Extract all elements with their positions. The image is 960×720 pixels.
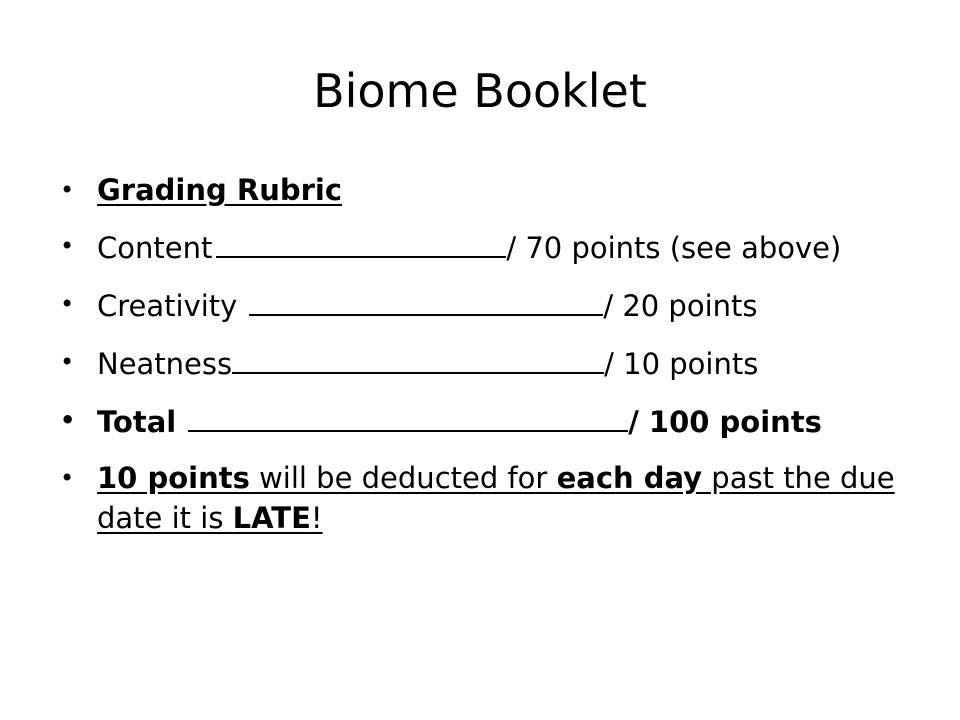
bullet-icon: •	[60, 290, 75, 318]
grading-rubric-heading: Grading Rubric	[97, 173, 343, 207]
bullet-icon: •	[60, 406, 76, 434]
creativity-score-blank	[249, 284, 603, 316]
late-exclamation: !	[310, 501, 323, 535]
bullet-icon: •	[60, 176, 75, 204]
creativity-label: Creativity	[97, 289, 238, 323]
total-score-blank	[188, 400, 628, 432]
list-item-creativity	[60, 284, 920, 326]
neatness-points: / 10 points	[604, 347, 759, 381]
bullet-icon: •	[60, 232, 75, 260]
content-score-blank	[216, 226, 506, 258]
late-penalty-points: 10 points	[97, 461, 250, 495]
creativity-points: / 20 points	[603, 289, 758, 323]
list-item-late-policy	[60, 458, 920, 538]
neatness-score-blank	[232, 342, 604, 374]
slide-title: Biome Booklet	[313, 64, 647, 118]
list-item-grading-rubric	[60, 170, 920, 210]
bullet-list	[60, 170, 920, 554]
late-text-2: past the due date it is	[97, 461, 895, 535]
late-each-day: each day	[556, 461, 703, 495]
bullet-icon: •	[60, 348, 75, 376]
total-points: / 100 points	[628, 405, 822, 439]
neatness-label: Neatness	[97, 347, 233, 381]
list-item-content	[60, 226, 920, 268]
content-label: Content	[97, 231, 213, 265]
late-text-1: will be deducted for	[249, 461, 557, 495]
list-item-neatness	[60, 342, 920, 384]
total-label: Total	[97, 405, 177, 439]
list-item-total	[60, 400, 920, 442]
late-word: LATE	[232, 501, 311, 535]
bullet-icon: •	[60, 464, 75, 492]
content-points: / 70 points (see above)	[506, 231, 842, 265]
